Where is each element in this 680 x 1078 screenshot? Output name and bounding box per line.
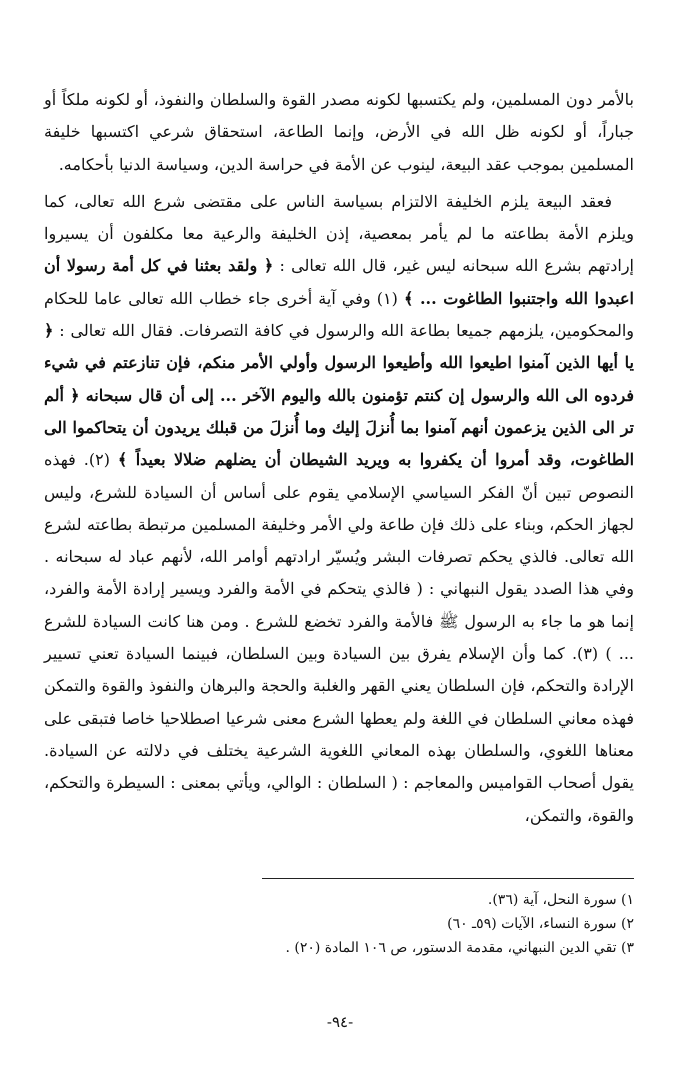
footnote-1: ١) سورة النحل، آية (٣٦). — [487, 892, 634, 908]
paragraph-2-text-a: فعقد البيعة يلزم الخليفة الالتزام بسياسة الناس على مقتضى شرع الله تعالى، كما ويلزم الأمة بطاعته ما لم يأمر بمعصية، إذن الخليفة والرعية معا مكلفون أن يسيروا إرادتهم بشرع الله سبحانه ليس غير، قال الله تعالى : — [44, 191, 634, 276]
main-text — [44, 84, 634, 832]
paragraph-2-text-c: (٢). فهذه النصوص تبين أنّ الفكر السياسي الإسلامي يقوم على أساس أن السيادة للشرع، وليس لجهاز الحكم، وبناء على ذلك فإن طاعة ولي الأمر وخليفة المسلمين مرتبطة بطاعته لشرع الله تعالى. فالذي يحكم تصرفات البشر ويُسيّر ارادتهم أوامر الله، لأنهم عباد له سبحانه . وفي هذا الصدد يقول النبهاني : ( فالذي يتحكم في الأمة والفرد ويسير إرادة الأمة والفرد، إنما هو ما جاء به الرسول ﷺ فالأمة والفرد تخضع للشرع . ومن هنا كانت السيادة للشرع ... ) (٣). كما وأن الإسلام يفرق بين السيادة وبين السلطان، فبينما السيادة تعني تسيير الإرادة والتحكم، فإن السلطان يعني القهر والغلبة والحجة والبرهان والنفوذ والقوة والتمكن فهذه معاني السلطان في اللغة ولم يعطها الشرع معنى شرعيا اصطلاحيا خاصا فتبقى على معناها اللغوي، والسلطان بهذه المعاني اللغوية الشرعية يختلف في دلالته عن السيادة. يقول أصحاب القواميس والمعاجم : ( السلطان : الوالي، ويأتي بمعنى : السيطرة والتحكم، والقوة، والتمكن، — [44, 450, 635, 825]
quran-quote-2: ﴿ يا أيها الذين آمنوا اطيعوا الله وأطيعوا الرسول وأولي الأمر منكم، فإن تنازعتم في شيء فردوه الى الله والرسول إن كنتم تؤمنون بالله واليوم الآخر ... إلى أن قال سبحانه ﴿ ألم تر الى الذين يزعمون أنهم آمنوا بما أُنزلَ إليك وما أُنزلَ من قبلك يريدون أن يتحاكموا الى الطاغوت، وقد أمروا أن يكفروا به ويريد الشيطان أن يضلهم ضلالا بعيداً ﴾ — [44, 321, 635, 470]
paragraph-2 — [44, 186, 634, 832]
page-number: -٩٤- — [326, 1013, 354, 1031]
footnote-3: ٣) تقي الدين النبهاني، مقدمة الدستور، ص ١٠٦ المادة (٢٠) . — [285, 940, 634, 956]
footnote-separator — [262, 878, 634, 879]
quran-quote-1: ﴿ ولقد بعثنا في كل أمة رسولا أن اعبدوا الله واجتنبوا الطاغوت ... ﴾ — [44, 256, 634, 308]
paragraph-2-text-b: (١) وفي آية أخرى جاء خطاب الله تعالى عاما للحكام والمحكومين، يلزمهم جميعا بطاعة الله والرسول في كافة التصرفات. فقال الله تعالى : — [44, 288, 634, 341]
footnotes — [44, 888, 634, 960]
footnote-2: ٢) سورة النساء، الآيات (٥٩ـ ٦٠) — [447, 916, 634, 932]
paragraph-1: بالأمر دون المسلمين، ولم يكتسبها لكونه مصدر القوة والسلطان والنفوذ، أو لكونه ملكاً أو جباراً، أو لكونه ظل الله في الأرض، وإنما الطاعة، استحقاق شرعي اكتسبها خليفة المسلمين بموجب عقد البيعة، لينوب عن الأمة في حراسة الدين، وسياسة الدنيا بأحكامه. — [44, 90, 634, 174]
